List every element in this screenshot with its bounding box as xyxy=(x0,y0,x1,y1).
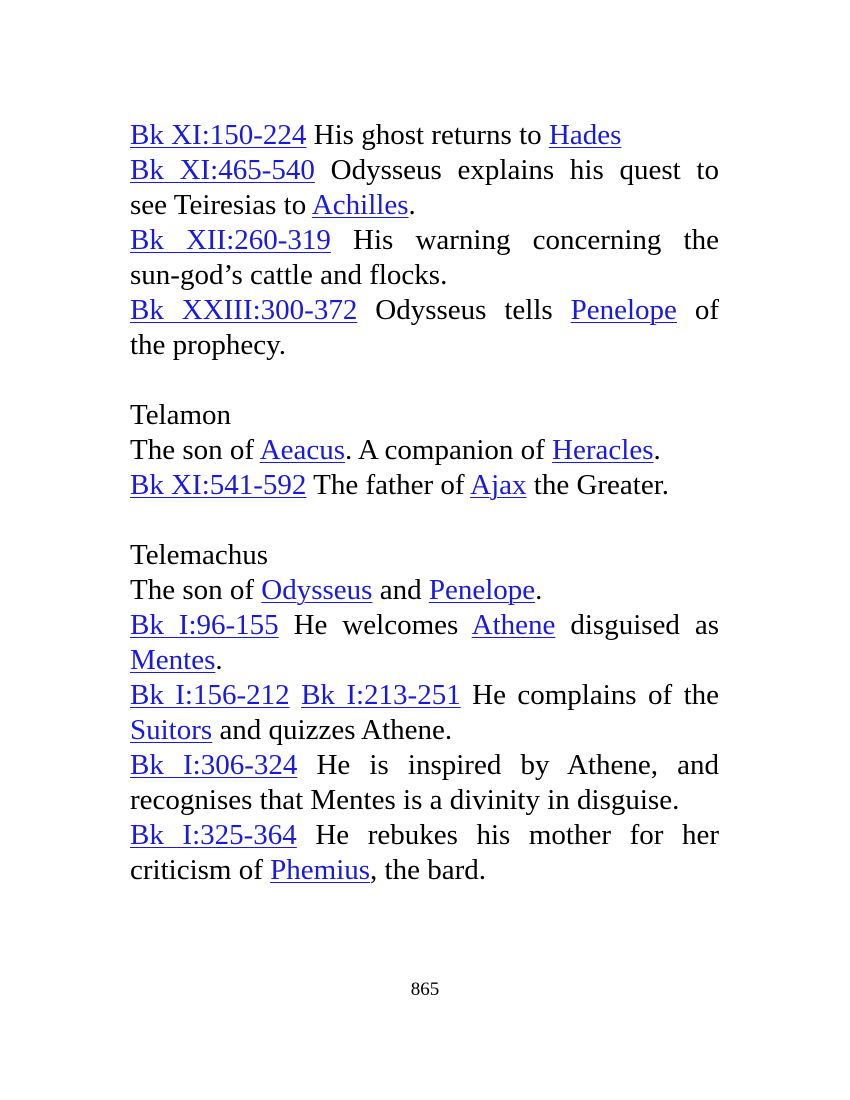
line-text: . xyxy=(653,434,661,466)
line-text: disguised as xyxy=(555,609,720,641)
text-line xyxy=(130,608,719,643)
line-text: recognises that Mentes is a divinity in disguise. xyxy=(130,784,680,816)
text-line xyxy=(130,783,719,818)
cross-reference-link[interactable]: Bk I:213-251 xyxy=(301,679,461,711)
text-line xyxy=(130,538,719,573)
text-line xyxy=(130,223,719,258)
line-text: the Greater. xyxy=(526,469,670,501)
cross-reference-link[interactable]: Ajax xyxy=(470,469,527,501)
cross-reference-link[interactable]: Bk I:156-212 xyxy=(130,679,290,711)
line-text: of xyxy=(676,294,719,326)
line-text: the prophecy. xyxy=(130,329,286,361)
line-text: His warning concerning the xyxy=(330,224,719,256)
text-line xyxy=(130,258,719,293)
text-line xyxy=(130,328,719,363)
line-text: Odysseus tells xyxy=(357,294,571,326)
text-line xyxy=(130,188,719,223)
text-line xyxy=(130,748,719,783)
cross-reference-link[interactable]: Suitors xyxy=(130,714,213,746)
text-line xyxy=(130,398,719,433)
line-text: . A companion of xyxy=(345,434,553,466)
text-line xyxy=(130,433,719,468)
text-line xyxy=(130,468,719,503)
line-text: . xyxy=(408,189,416,221)
text-line xyxy=(130,643,719,678)
line-text: , the bard. xyxy=(370,854,487,886)
cross-reference-link[interactable]: Bk XII:260-319 xyxy=(130,224,331,256)
cross-reference-link[interactable]: Phemius xyxy=(270,854,371,886)
document-page xyxy=(130,118,719,888)
blank-line xyxy=(130,503,719,538)
cross-reference-link[interactable]: Penelope xyxy=(570,294,677,326)
text-line xyxy=(130,818,719,853)
line-text: He is inspired by Athene, and xyxy=(297,749,720,781)
line-text: He rebukes his mother for her xyxy=(296,819,719,851)
cross-reference-link[interactable]: Bk I:306-324 xyxy=(130,749,298,781)
page-number: 865 xyxy=(410,979,440,1000)
line-text: and quizzes Athene. xyxy=(212,714,453,746)
cross-reference-link[interactable]: Penelope xyxy=(428,574,536,606)
cross-reference-link[interactable]: Aeacus xyxy=(259,434,346,466)
cross-reference-link[interactable]: Bk XI:541-592 xyxy=(130,469,307,501)
blank-line xyxy=(130,363,719,398)
text-line xyxy=(130,118,719,153)
line-text: The son of xyxy=(130,574,262,606)
text-line xyxy=(130,678,719,713)
line-text: see Teiresias to xyxy=(130,189,312,221)
line-text: criticism of xyxy=(130,854,271,886)
line-text: His ghost returns to xyxy=(306,119,549,151)
line-text: and xyxy=(372,574,429,606)
cross-reference-link[interactable]: Bk XI:150-224 xyxy=(130,119,307,151)
text-line xyxy=(130,713,719,748)
line-text: He welcomes xyxy=(278,609,472,641)
line-text: The father of xyxy=(306,469,471,501)
cross-reference-link[interactable]: Hades xyxy=(548,119,622,151)
text-line xyxy=(130,573,719,608)
cross-reference-link[interactable]: Bk XXIII:300-372 xyxy=(130,294,358,326)
line-text xyxy=(290,679,301,711)
cross-reference-link[interactable]: Mentes xyxy=(130,644,216,676)
line-text: Odysseus explains his quest to xyxy=(314,154,719,186)
line-text: The son of xyxy=(130,434,260,466)
cross-reference-link[interactable]: Bk I:325-364 xyxy=(130,819,297,851)
text-line xyxy=(130,853,719,888)
cross-reference-link[interactable]: Odysseus xyxy=(261,574,373,606)
text-line xyxy=(130,293,719,328)
line-text: Telemachus xyxy=(130,539,269,571)
line-text: . xyxy=(535,574,543,606)
line-text: Telamon xyxy=(130,399,232,431)
text-line xyxy=(130,153,719,188)
line-text: He complains of the xyxy=(460,679,719,711)
cross-reference-link[interactable]: Achilles xyxy=(311,189,409,221)
cross-reference-link[interactable]: Heracles xyxy=(552,434,654,466)
line-text: . xyxy=(215,644,223,676)
cross-reference-link[interactable]: Bk XI:465-540 xyxy=(130,154,315,186)
cross-reference-link[interactable]: Bk I:96-155 xyxy=(130,609,279,641)
cross-reference-link[interactable]: Athene xyxy=(471,609,556,641)
line-text: sun-god’s cattle and flocks. xyxy=(130,259,448,291)
